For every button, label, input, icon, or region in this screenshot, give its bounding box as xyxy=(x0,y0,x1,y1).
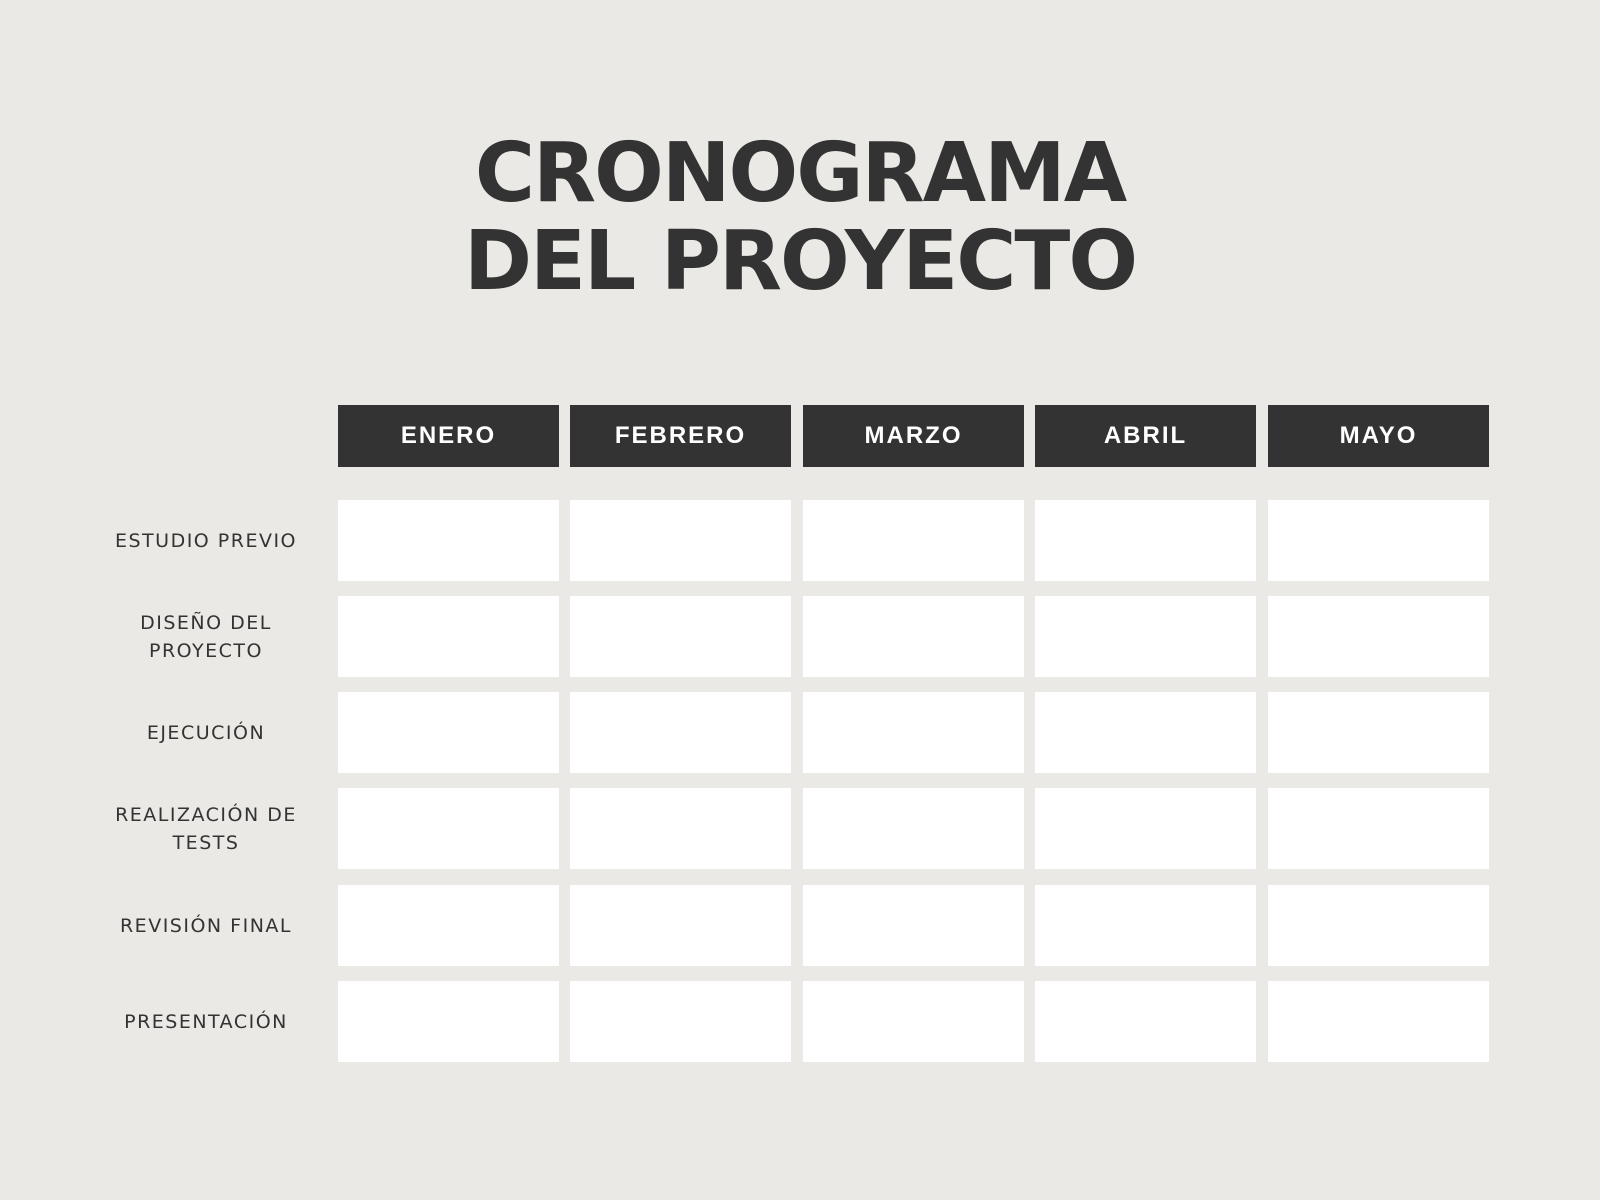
schedule-cell[interactable] xyxy=(570,596,791,677)
schedule-cell[interactable] xyxy=(803,788,1024,869)
schedule-cell[interactable] xyxy=(570,981,791,1062)
month-header-marzo: MARZO xyxy=(803,405,1024,467)
title-line-1: CRONOGRAMA xyxy=(474,126,1126,221)
month-header-mayo: MAYO xyxy=(1268,405,1489,467)
schedule-cell[interactable] xyxy=(803,596,1024,677)
schedule-cell[interactable] xyxy=(338,596,559,677)
task-label-ejecucion: EJECUCIÓN xyxy=(146,721,266,744)
task-label-estudio-previo: ESTUDIO PREVIO xyxy=(114,529,298,552)
schedule-cell[interactable] xyxy=(1035,885,1256,966)
schedule-cell[interactable] xyxy=(570,788,791,869)
schedule-cell[interactable] xyxy=(1035,788,1256,869)
schedule-cell[interactable] xyxy=(570,500,791,581)
schedule-cell[interactable] xyxy=(1268,885,1489,966)
task-label-diseno-del-proyecto: DISEÑO DEL PROYECTO xyxy=(140,611,272,662)
task-label-revision-final: REVISIÓN FINAL xyxy=(119,914,292,937)
schedule-cell[interactable] xyxy=(570,692,791,773)
schedule-cell[interactable] xyxy=(1268,981,1489,1062)
schedule-cell[interactable] xyxy=(1268,788,1489,869)
schedule-cell[interactable] xyxy=(570,885,791,966)
schedule-cell[interactable] xyxy=(803,500,1024,581)
schedule-cell[interactable] xyxy=(1035,500,1256,581)
title-line-2: DEL PROYECTO xyxy=(463,214,1137,309)
schedule-cell[interactable] xyxy=(803,885,1024,966)
schedule-cell[interactable] xyxy=(338,692,559,773)
schedule-cell[interactable] xyxy=(338,981,559,1062)
schedule-cell[interactable] xyxy=(338,500,559,581)
schedule-cell[interactable] xyxy=(1035,692,1256,773)
task-label-realizacion-de-tests: REALIZACIÓN DE TESTS xyxy=(115,803,297,854)
schedule-cell[interactable] xyxy=(803,981,1024,1062)
schedule-cell[interactable] xyxy=(1035,596,1256,677)
schedule-cell[interactable] xyxy=(338,788,559,869)
schedule-cell[interactable] xyxy=(803,692,1024,773)
schedule-cell[interactable] xyxy=(338,885,559,966)
schedule-cell[interactable] xyxy=(1268,692,1489,773)
month-header-enero: ENERO xyxy=(338,405,559,467)
month-header-febrero: FEBRERO xyxy=(570,405,791,467)
page-title xyxy=(0,126,1600,309)
task-label-presentacion: PRESENTACIÓN xyxy=(124,1010,288,1033)
schedule-cell[interactable] xyxy=(1035,981,1256,1062)
schedule-cell[interactable] xyxy=(1268,596,1489,677)
schedule-cell[interactable] xyxy=(1268,500,1489,581)
month-header-abril: ABRIL xyxy=(1035,405,1256,467)
